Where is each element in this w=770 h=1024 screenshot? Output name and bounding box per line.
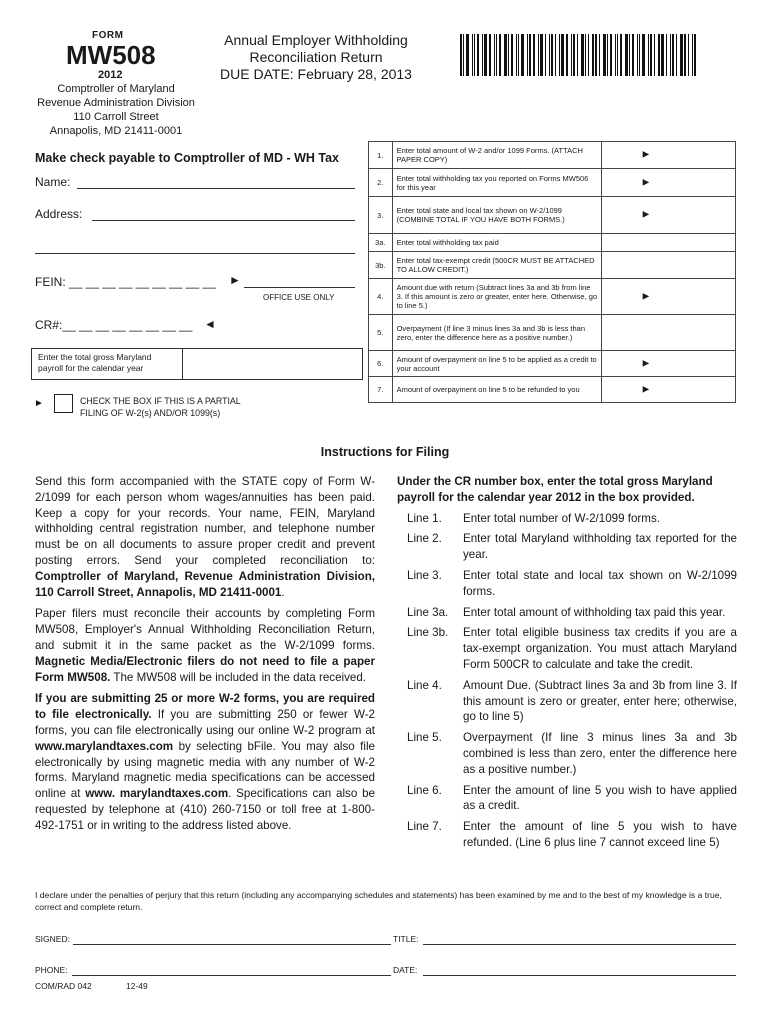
signed-label: SIGNED:: [35, 934, 70, 944]
barcode-bar: [566, 34, 568, 76]
instruction-line-text: Enter total eligible business tax credits if you are a tax-exempt organization. You must attach Maryland Form 500CR to calculate and take the credit.: [463, 626, 737, 671]
barcode-bar: [661, 34, 664, 76]
barcode-bar: [577, 34, 578, 76]
line-row: [369, 315, 736, 351]
partial-filing-checkbox[interactable]: [54, 394, 73, 413]
barcode-bar: [595, 34, 597, 76]
barcode-bar: [692, 34, 693, 76]
barcode-bar: [585, 34, 586, 76]
emphasis: Magnetic Media/Electronic filers do not need to file a paper Form MW508.: [35, 654, 375, 684]
barcode-bar: [472, 34, 473, 76]
line-number: 7.: [369, 377, 393, 403]
text: .: [281, 585, 285, 599]
barcode-bar: [639, 34, 640, 76]
payroll-input[interactable]: [183, 348, 363, 380]
name-label: Name:: [35, 175, 71, 189]
line-amount-input[interactable]: [602, 197, 736, 234]
barcode-bar: [625, 34, 628, 76]
instruction-line-label: Line 3b.: [407, 626, 449, 640]
line-text: Enter total withholding tax paid: [396, 238, 499, 247]
instructions-paragraph: [35, 474, 375, 600]
barcode-bar: [551, 34, 553, 76]
barcode-bar: [632, 34, 634, 76]
line-number: 3.: [369, 197, 393, 234]
instruction-line-item: [397, 511, 737, 527]
line-amount-input[interactable]: [602, 169, 736, 197]
signature-field[interactable]: [73, 944, 391, 945]
barcode-bar: [508, 34, 509, 76]
agency-line: 110 Carroll Street: [73, 111, 159, 123]
line-description: [392, 279, 652, 315]
line-text: Enter total tax-exempt credit (500CR MUST BE ATTACHED TO ALLOW CREDIT.): [396, 256, 595, 274]
phone-label: PHONE:: [35, 965, 68, 975]
website-link[interactable]: www. marylandtaxes.com: [85, 787, 229, 801]
instruction-line-item: [397, 819, 737, 851]
barcode-bar: [637, 34, 638, 76]
line-amount-input[interactable]: [602, 377, 736, 403]
barcode-bar: [672, 34, 674, 76]
text: by selecting bFile. You may also file electronically by using magnetic media with any number of W-2 forms. Maryland magnetic media specifications can be accessed online at: [35, 739, 375, 801]
text: . Specifications can also be requested by telephone at (410) 260-7150 or toll free at 1-800-492-1751 or in writing to the address listed above.: [35, 787, 375, 832]
line-arrow-icon: ►: [640, 383, 652, 395]
barcode-bar: [545, 34, 546, 76]
instruction-line-label: Line 6.: [407, 783, 442, 797]
line-row: [369, 351, 736, 377]
line-amount-input[interactable]: [602, 315, 736, 351]
line-row: [369, 169, 736, 197]
office-use-field: [244, 287, 355, 288]
instruction-line-label: Line 1.: [407, 511, 442, 525]
line-text: Amount of overpayment on line 5 to be applied as a credit to your account: [396, 354, 597, 373]
line-description: [392, 377, 652, 403]
mailing-address: Comptroller of Maryland, Revenue Administration Division, 110 Carroll Street, Annapolis, MD 21411-0001: [35, 569, 375, 599]
instruction-line-item: [397, 625, 737, 672]
barcode-bar: [680, 34, 683, 76]
line-row: [369, 377, 736, 403]
title-line: Reconciliation Return: [249, 49, 383, 65]
barcode: [460, 34, 732, 76]
line-text: Enter total state and local tax shown on W-2/1099 (COMBINE TOTAL IF YOU HAVE BOTH FORMS.): [396, 206, 565, 224]
agency-line: Annapolis, MD 21411-0001: [49, 125, 183, 137]
barcode-bar: [581, 34, 584, 76]
partial-arrow-icon: ►: [34, 398, 44, 409]
address-label: Address:: [35, 207, 83, 221]
barcode-bar: [527, 34, 528, 76]
line-number: 5.: [369, 315, 393, 351]
address-field-2[interactable]: [35, 253, 355, 254]
instruction-line-item: [397, 678, 737, 725]
barcode-bar: [484, 34, 487, 76]
line-amount-input[interactable]: [602, 142, 736, 169]
barcode-bar: [533, 34, 535, 76]
barcode-bar: [529, 34, 531, 76]
instruction-line-text: Enter total amount of withholding tax paid this year.: [463, 605, 726, 619]
line-description: [392, 234, 602, 252]
barcode-bar: [684, 34, 686, 76]
barcode-bar: [463, 34, 464, 76]
line-arrow-icon: ►: [640, 357, 652, 369]
barcode-bar: [504, 34, 507, 76]
instructions-paragraph: [35, 606, 375, 685]
line-amount-input[interactable]: [602, 351, 736, 377]
instruction-line-label: Line 3a.: [407, 605, 449, 619]
line-description: [392, 169, 652, 197]
line-number: 4.: [369, 279, 393, 315]
form-year: 2012: [98, 69, 123, 81]
agency-line: Revenue Administration Division: [37, 97, 195, 109]
line-arrow-icon: ►: [640, 208, 652, 221]
instruction-line-label: Line 2.: [407, 532, 442, 546]
barcode-bar: [588, 34, 589, 76]
barcode-bar: [642, 34, 645, 76]
barcode-bar: [538, 34, 539, 76]
payable-to: Make check payable to Comptroller of MD - WH Tax: [35, 151, 339, 165]
barcode-bar: [592, 34, 594, 76]
instructions-left-column: [35, 474, 375, 840]
barcode-bar: [617, 34, 618, 76]
instructions-title: Instructions for Filing: [320, 445, 450, 459]
line-arrow-icon: ►: [640, 176, 652, 188]
declaration: I declare under the penalties of perjury that this return (including any accompanying schedules and statements) has been examined by me and to the best of my knowledge is a true, correct and complete return.: [35, 890, 722, 912]
cr-number-label[interactable]: CR#:__ __ __ __ __ __ __ __: [35, 318, 193, 332]
line-arrow-icon: ►: [640, 290, 652, 302]
form-code: COM/RAD 042: [35, 981, 92, 991]
text: The MW508 will be included in the data received.: [110, 670, 367, 684]
barcode-bar: [482, 34, 483, 76]
instructions-paragraph: [35, 691, 375, 833]
barcode-bar: [540, 34, 543, 76]
instruction-line-item: [397, 531, 737, 563]
lines-table: [368, 141, 736, 403]
office-use-label: OFFICE USE ONLY: [263, 293, 335, 302]
instruction-line-text: Enter the amount of line 5 you wish to have applied as a credit.: [463, 783, 737, 813]
line-row: [369, 252, 736, 279]
line-description: [392, 315, 602, 351]
barcode-bar: [607, 34, 608, 76]
barcode-bar: [615, 34, 616, 76]
barcode-bar: [477, 34, 479, 76]
barcode-bar: [610, 34, 612, 76]
line-description: [392, 197, 652, 234]
line-row: [369, 142, 736, 169]
barcode-bar: [650, 34, 652, 76]
line-text: Amount of overpayment on line 5 to be refunded to you: [396, 385, 580, 394]
instruction-line-text: Overpayment (If line 3 minus lines 3a and 3b combined is less than zero, enter the difference here as a positive number.): [463, 731, 737, 776]
phone-field[interactable]: [72, 975, 391, 976]
instructions-right-column: [397, 474, 737, 856]
barcode-bar: [466, 34, 469, 76]
text: Send this form accompanied with the STATE copy of Form W-2/1099 for each person whom wages/annuities has been paid. Keep a copy for your records. Your name, FEIN, Maryland withholding central registration number, and telephone number must be on all documents to assure proper credit and prevent posting errors. Send your completed reconciliation to:: [35, 475, 375, 567]
line-row: [369, 279, 736, 315]
barcode-bar: [676, 34, 677, 76]
agency-address: [30, 82, 202, 138]
line-arrow-icon: ►: [640, 148, 652, 161]
form-title: [206, 32, 426, 83]
line-row: [369, 234, 736, 252]
date-field[interactable]: [423, 975, 736, 976]
fein-label[interactable]: FEIN: __ __ __ __ __ __ __ __ __: [35, 275, 216, 289]
instruction-line-label: Line 7.: [407, 820, 442, 834]
line-description: [392, 252, 602, 279]
name-field[interactable]: [77, 188, 355, 189]
barcode-bar: [521, 34, 524, 76]
barcode-bar: [494, 34, 495, 76]
title-field[interactable]: [423, 944, 736, 945]
barcode-bar: [603, 34, 606, 76]
barcode-bar: [516, 34, 517, 76]
emphasis: If you are submitting 25 or more W-2 forms, you are required to file electronically.: [35, 692, 375, 722]
partial-line: FILING OF W-2(s) AND/OR 1099(s): [80, 407, 221, 418]
line-number: 1.: [369, 142, 393, 169]
barcode-bar: [559, 34, 560, 76]
line-description: [392, 142, 652, 169]
line-text: Enter total withholding tax you reported on Forms MW506 for this year: [396, 173, 589, 192]
payroll-label-box: Enter the total gross Maryland payroll for the calendar year: [31, 348, 183, 380]
line-amount-input[interactable]: [602, 252, 736, 279]
instruction-line-text: Enter total number of W-2/1099 forms.: [463, 511, 660, 525]
line-number: 2.: [369, 169, 393, 197]
instruction-line-label: Line 5.: [407, 731, 442, 745]
barcode-bar: [629, 34, 630, 76]
line-number: 3b.: [369, 252, 393, 279]
form-number: MW508: [66, 40, 156, 70]
line-amount-input[interactable]: [602, 234, 736, 252]
barcode-bar: [496, 34, 497, 76]
website-link[interactable]: www.marylandtaxes.com: [35, 739, 174, 753]
date-label: DATE:: [393, 965, 418, 975]
barcode-bar: [511, 34, 513, 76]
form-label: FORM: [92, 30, 124, 41]
barcode-bar: [658, 34, 660, 76]
barcode-bar: [460, 34, 462, 76]
barcode-bar: [489, 34, 491, 76]
title-line: Annual Employer Withholding: [224, 32, 408, 48]
line-text: Overpayment (If line 3 minus lines 3a and 3b is less than zero, enter the difference here as a positive number.): [396, 323, 586, 342]
line-description: [392, 351, 652, 377]
barcode-bar: [474, 34, 475, 76]
line-text: Enter total amount of W-2 and/or 1099 Forms. (ATTACH PAPER COPY): [396, 146, 583, 164]
instruction-line-label: Line 4.: [407, 678, 442, 692]
instruction-line-label: Line 3.: [407, 568, 442, 582]
line-amount-input[interactable]: [602, 279, 736, 315]
instruction-line-item: [397, 783, 737, 815]
barcode-bar: [648, 34, 649, 76]
form-revision: 12-49: [126, 981, 148, 991]
barcode-bar: [670, 34, 671, 76]
line-row: [369, 197, 736, 234]
barcode-bar: [573, 34, 575, 76]
barcode-bar: [555, 34, 556, 76]
barcode-bar: [561, 34, 564, 76]
barcode-bar: [571, 34, 572, 76]
fein-arrow-icon: ►: [229, 273, 241, 287]
barcode-bar: [620, 34, 622, 76]
instruction-line-item: [397, 730, 737, 777]
instruction-line-text: Amount Due. (Subtract lines 3a and 3b from line 3. If this amount is zero or greater, enter here; otherwise, go to line 5): [463, 678, 737, 724]
partial-filing-label: [80, 396, 241, 419]
text: Paper filers must reconcile their accounts by completing Form MW508, Employer's Annual Withholding Reconciliation Return, and submit it in the same packet as the W-2/1099 forms.: [35, 607, 375, 652]
barcode-bar: [599, 34, 600, 76]
instruction-line-item: [397, 568, 737, 600]
instruction-line-item: [397, 605, 737, 621]
instruction-line-text: Enter total Maryland withholding tax reported for the year.: [463, 532, 737, 562]
address-field-1[interactable]: [92, 220, 355, 221]
barcode-bar: [518, 34, 519, 76]
barcode-bar: [688, 34, 689, 76]
cr-arrow-icon: ◄: [204, 317, 216, 331]
due-date: DUE DATE: February 28, 2013: [220, 66, 412, 82]
instruction-line-text: Enter total state and local tax shown on W-2/1099 forms.: [463, 568, 737, 598]
partial-line: CHECK THE BOX IF THIS IS A PARTIAL: [80, 396, 241, 406]
line-text: Amount due with return (Subtract lines 3a and 3b from line 3. If this amount is zero or greater, enter here. Otherwise, go to line 5.): [396, 283, 598, 310]
barcode-bar: [694, 34, 696, 76]
instruction-line-text: Enter the amount of line 5 you wish to have refunded. (Line 6 plus line 7 cannot exceed line 5): [463, 820, 737, 849]
line-number: 3a.: [369, 234, 393, 252]
agency-line: Comptroller of Maryland: [57, 83, 175, 95]
barcode-bar: [666, 34, 667, 76]
barcode-bar: [549, 34, 550, 76]
instructions-intro: Under the CR number box, enter the total gross Maryland payroll for the calendar year 2012 in the box provided.: [397, 475, 713, 504]
barcode-bar: [654, 34, 655, 76]
text: If you are submitting 250 or fewer W-2 forms, you can file electronically using our online W-2 program at: [35, 708, 375, 737]
title-label: TITLE:: [393, 934, 419, 944]
line-number: 6.: [369, 351, 393, 377]
barcode-bar: [499, 34, 501, 76]
